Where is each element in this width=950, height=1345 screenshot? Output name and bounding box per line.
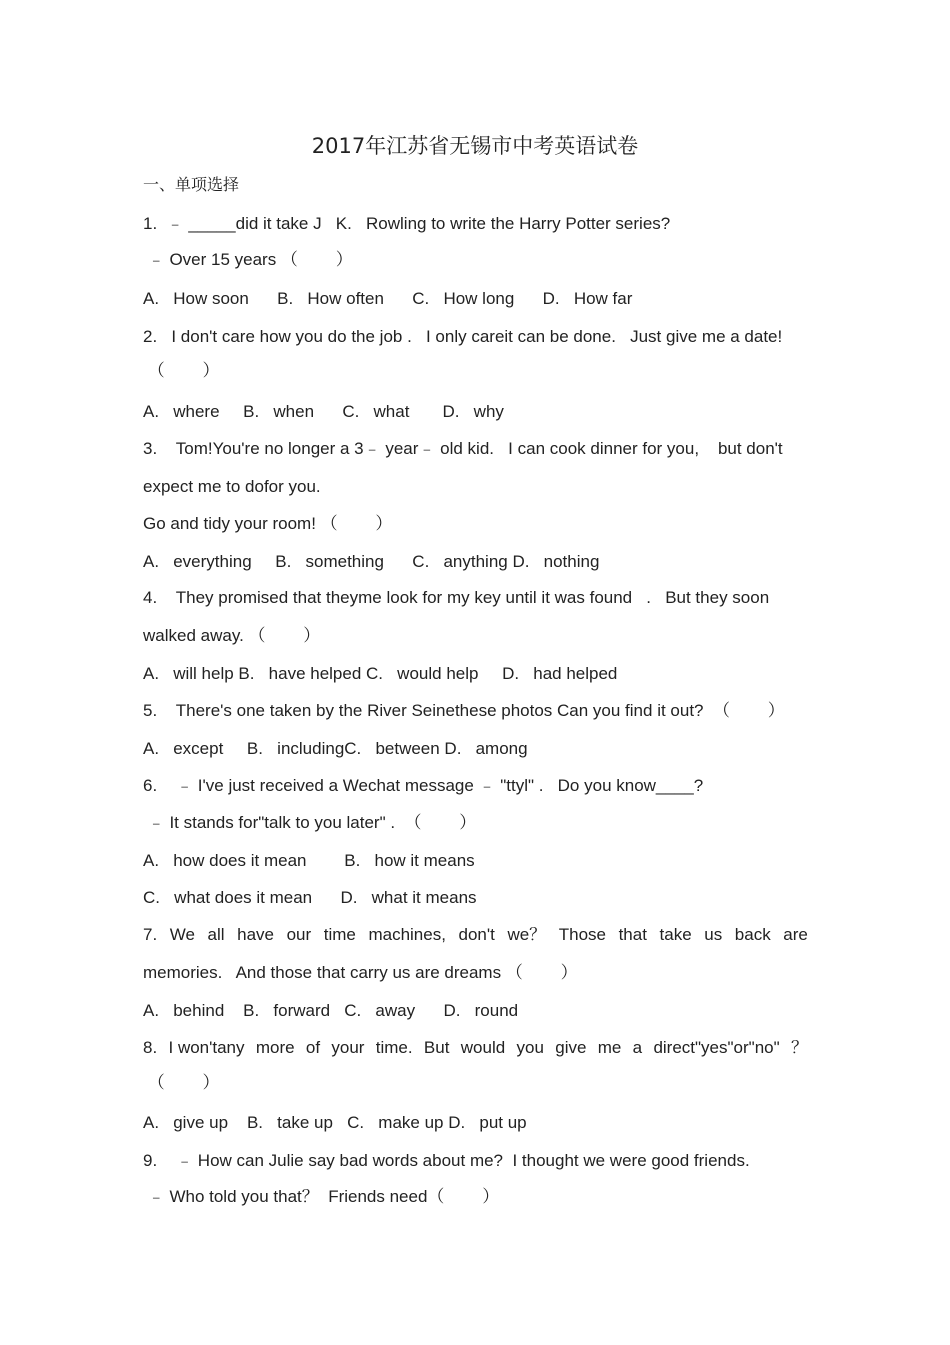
word: machines, xyxy=(368,925,446,944)
question-9-line-1: 9. ﹣ How can Julie say bad words about me? I thought we were good friends. xyxy=(143,1151,750,1170)
question-4-line-1: 4. They promised that theyme look for my key until it was found . But they soon xyxy=(143,588,770,607)
word: time xyxy=(323,925,356,944)
question-7-line-2: memories. And those that carry us are dreams （ ） xyxy=(143,963,578,982)
word: Those xyxy=(558,925,606,944)
question-3-line-2: expect me to dofor you. xyxy=(143,477,321,496)
question-6-options-1: A. how does it mean B. how it means xyxy=(143,851,475,870)
word: our xyxy=(286,925,312,944)
question-8-line-1 xyxy=(143,1037,808,1059)
question-3-line-1: 3. Tom!You're no longer a 3﹣ year﹣ old kid. I can cook dinner for you, but don't xyxy=(143,439,783,458)
page-title: 2017年江苏省无锡市中考英语试卷 xyxy=(311,134,639,158)
word: don't xyxy=(458,925,495,944)
word: I won'tany xyxy=(168,1038,245,1057)
word: your xyxy=(331,1038,365,1057)
question-1-line-2: ﹣ Over 15 years （ ） xyxy=(143,250,353,269)
word: ？ xyxy=(790,1038,808,1057)
word: you xyxy=(516,1038,544,1057)
question-5-line-1: 5. There's one taken by the River Seinethese photos Can you find it out? （ ） xyxy=(143,701,785,720)
word: all xyxy=(207,925,225,944)
question-9-line-2: ﹣ Who told you that？ Friends need（ ） xyxy=(143,1187,500,1206)
question-2-line-2: （ ） xyxy=(143,361,220,380)
section-heading: 一、单项选择 xyxy=(143,175,240,194)
word: are xyxy=(783,925,808,944)
word: direct"yes"or"no" xyxy=(653,1038,780,1057)
question-3-line-3: Go and tidy your room! （ ） xyxy=(143,514,393,533)
word: time. xyxy=(375,1038,413,1057)
word: back xyxy=(734,925,771,944)
question-7-line-1 xyxy=(143,924,808,946)
word: us xyxy=(704,925,723,944)
word: But xyxy=(423,1038,450,1057)
word: 8. xyxy=(143,1038,158,1057)
word: that xyxy=(618,925,647,944)
question-1-line-1: 1. ﹣ _____did it take J K. Rowling to write the Harry Potter series? xyxy=(143,214,671,233)
word: of xyxy=(305,1038,321,1057)
question-8-options: A. give up B. take up C. make up D. put up xyxy=(143,1113,527,1132)
question-2-line-1: 2. I don't care how you do the job . I only careit can be done. Just give me a date! xyxy=(143,327,783,346)
question-2-options: A. where B. when C. what D. why xyxy=(143,402,504,421)
question-4-line-2: walked away. （ ） xyxy=(143,626,321,645)
word: a xyxy=(632,1038,643,1057)
question-5-options: A. except B. includingC. between D. among xyxy=(143,739,528,758)
word: take xyxy=(659,925,692,944)
question-8-line-2: （ ） xyxy=(143,1073,220,1092)
question-1-options: A. How soon B. How often C. How long D. How far xyxy=(143,289,633,308)
word: have xyxy=(237,925,275,944)
word: would xyxy=(460,1038,506,1057)
word: We xyxy=(169,925,195,944)
question-4-options: A. will help B. have helped C. would help D. had helped xyxy=(143,664,618,683)
question-6-line-2: ﹣ It stands for"talk to you later" . （ ） xyxy=(143,813,477,832)
question-3-options: A. everything B. something C. anything D. nothing xyxy=(143,552,600,571)
question-6-line-1: 6. ﹣ I've just received a Wechat message ﹣ "ttyl" . Do you know____? xyxy=(143,776,704,795)
question-7-options: A. behind B. forward C. away D. round xyxy=(143,1001,519,1020)
word: we？ xyxy=(507,925,547,944)
word: 7. xyxy=(143,925,158,944)
question-6-options-2: C. what does it mean D. what it means xyxy=(143,888,477,907)
word: me xyxy=(597,1038,622,1057)
word: more xyxy=(255,1038,295,1057)
word: give xyxy=(555,1038,587,1057)
